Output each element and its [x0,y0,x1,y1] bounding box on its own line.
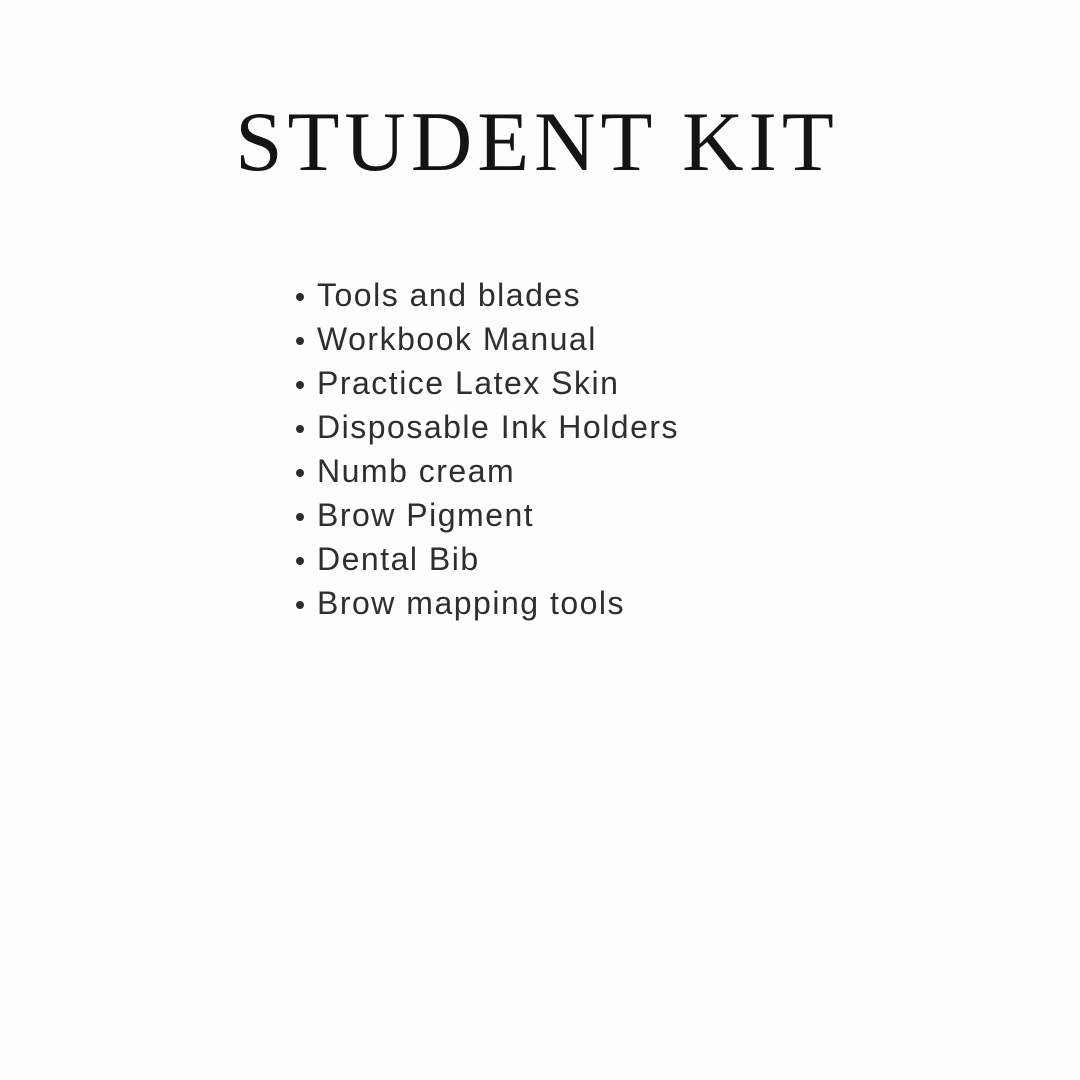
list-item-label: Brow Pigment [317,496,535,533]
bullet-icon [296,513,304,521]
list-item-label: Tools and blades [317,276,582,313]
bullet-icon [296,601,304,609]
list-item-label: Dental Bib [317,540,480,577]
page-title: STUDENT KIT [235,95,839,189]
list-item [296,449,679,493]
bullet-icon [296,293,304,301]
bullet-icon [296,425,304,433]
list-item [296,537,679,581]
list-item-label: Disposable Ink Holders [317,408,680,445]
list-item-label: Practice Latex Skin [317,364,620,401]
list-item [296,361,679,405]
list-item-label: Numb cream [317,452,516,489]
list-item [296,317,679,361]
list-item [296,405,679,449]
list-item-label: Workbook Manual [317,320,597,357]
bullet-icon [296,469,304,477]
list-item [296,581,679,625]
list-item [296,493,679,537]
bullet-icon [296,381,304,389]
list-item [296,273,679,317]
bullet-icon [296,557,304,565]
bullet-icon [296,337,304,345]
kit-list [296,273,679,625]
list-item-label: Brow mapping tools [317,584,626,621]
